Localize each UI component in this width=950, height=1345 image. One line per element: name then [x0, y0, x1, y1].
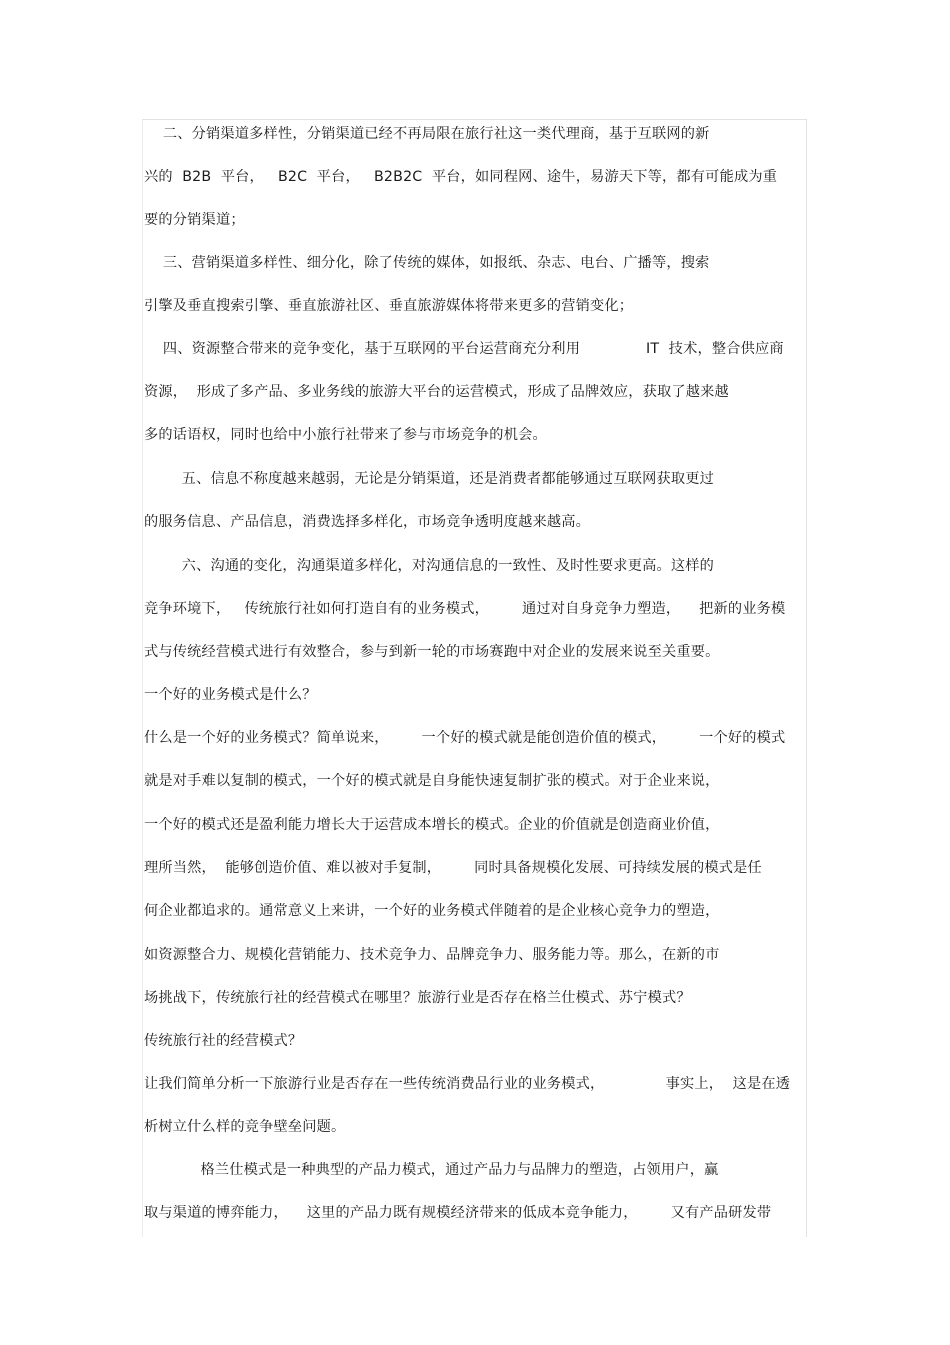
paragraph-line: 何企业都追求的。通常意义上来讲，一个好的业务模式伴随着的是企业核心竞争力的塑造，	[144, 903, 720, 919]
paragraph-line: 引擎及垂直搜索引擎、垂直旅游社区、垂直旅游媒体将带来更多的营销变化；	[144, 298, 634, 314]
paragraph-line: 一个好的模式还是盈利能力增长大于运营成本增长的模式。企业的价值就是创造商业价值，	[144, 817, 720, 833]
paragraph-line: 取与渠道的博弈能力， 这里的产品力既有规模经济带来的低成本竞争能力， 又有产品研发带	[144, 1205, 772, 1221]
paragraph-line: 理所当然， 能够创造价值、难以被对手复制， 同时具备规模化发展、可持续发展的模式是任	[144, 860, 762, 876]
section-heading: 传统旅行社的经营模式？	[144, 1033, 303, 1049]
paragraph-line: 六、沟通的变化，沟通渠道多样化，对沟通信息的一致性、及时性要求更高。这样的	[144, 558, 715, 574]
paragraph-line: 的服务信息、产品信息，消费选择多样化，市场竞争透明度越来越高。	[144, 514, 591, 530]
paragraph-line: 格兰仕模式是一种典型的产品力模式，通过产品力与品牌力的塑造，占领用户，赢	[144, 1162, 719, 1178]
paragraph-line: 竞争环境下， 传统旅行社如何打造自有的业务模式， 通过对自身竞争力塑造， 把新的业务模	[144, 601, 786, 617]
page-border	[142, 119, 807, 1237]
paragraph-line: 五、信息不称度越来越弱，无论是分销渠道，还是消费者都能够通过互联网获取更过	[144, 471, 715, 487]
paragraph-line: 让我们简单分析一下旅游行业是否存在一些传统消费品行业的业务模式， 事实上， 这是在透	[144, 1076, 791, 1092]
paragraph-line: 二、分销渠道多样性，分销渠道已经不再局限在旅行社这一类代理商，基于互联网的新	[144, 126, 710, 142]
paragraph-line: 兴的 B2B 平台， B2C 平台， B2B2C 平台，如同程网、途牛，易游天下等，都有可能成为重	[144, 169, 778, 185]
paragraph-line: 四、资源整合带来的竞争变化，基于互联网的平台运营商充分利用 IT 技术，整合供应商	[144, 341, 784, 357]
paragraph-line: 析树立什么样的竞争壁垒问题。	[144, 1119, 346, 1135]
paragraph-line: 资源， 形成了多产品、多业务线的旅游大平台的运营模式，形成了品牌效应，获取了越来越	[144, 384, 729, 400]
paragraph-line: 什么是一个好的业务模式？简单说来， 一个好的模式就是能创造价值的模式， 一个好的模式	[144, 730, 786, 746]
section-heading: 一个好的业务模式是什么？	[144, 687, 317, 703]
paragraph-line: 三、营销渠道多样性、细分化，除了传统的媒体，如报纸、杂志、电台、广播等，搜索	[144, 255, 710, 271]
paragraph-line: 式与传统经营模式进行有效整合，参与到新一轮的市场赛跑中对企业的发展来说至关重要。	[144, 644, 720, 660]
paragraph-line: 场挑战下，传统旅行社的经营模式在哪里？旅游行业是否存在格兰仕模式、苏宁模式？	[144, 990, 691, 1006]
paragraph-line: 多的话语权，同时也给中小旅行社带来了参与市场竞争的机会。	[144, 427, 547, 443]
paragraph-line: 就是对手难以复制的模式，一个好的模式就是自身能快速复制扩张的模式。对于企业来说，	[144, 773, 720, 789]
paragraph-line: 要的分销渠道；	[144, 212, 245, 228]
paragraph-line: 如资源整合力、规模化营销能力、技术竞争力、品牌竞争力、服务能力等。那么，在新的市	[144, 947, 720, 963]
